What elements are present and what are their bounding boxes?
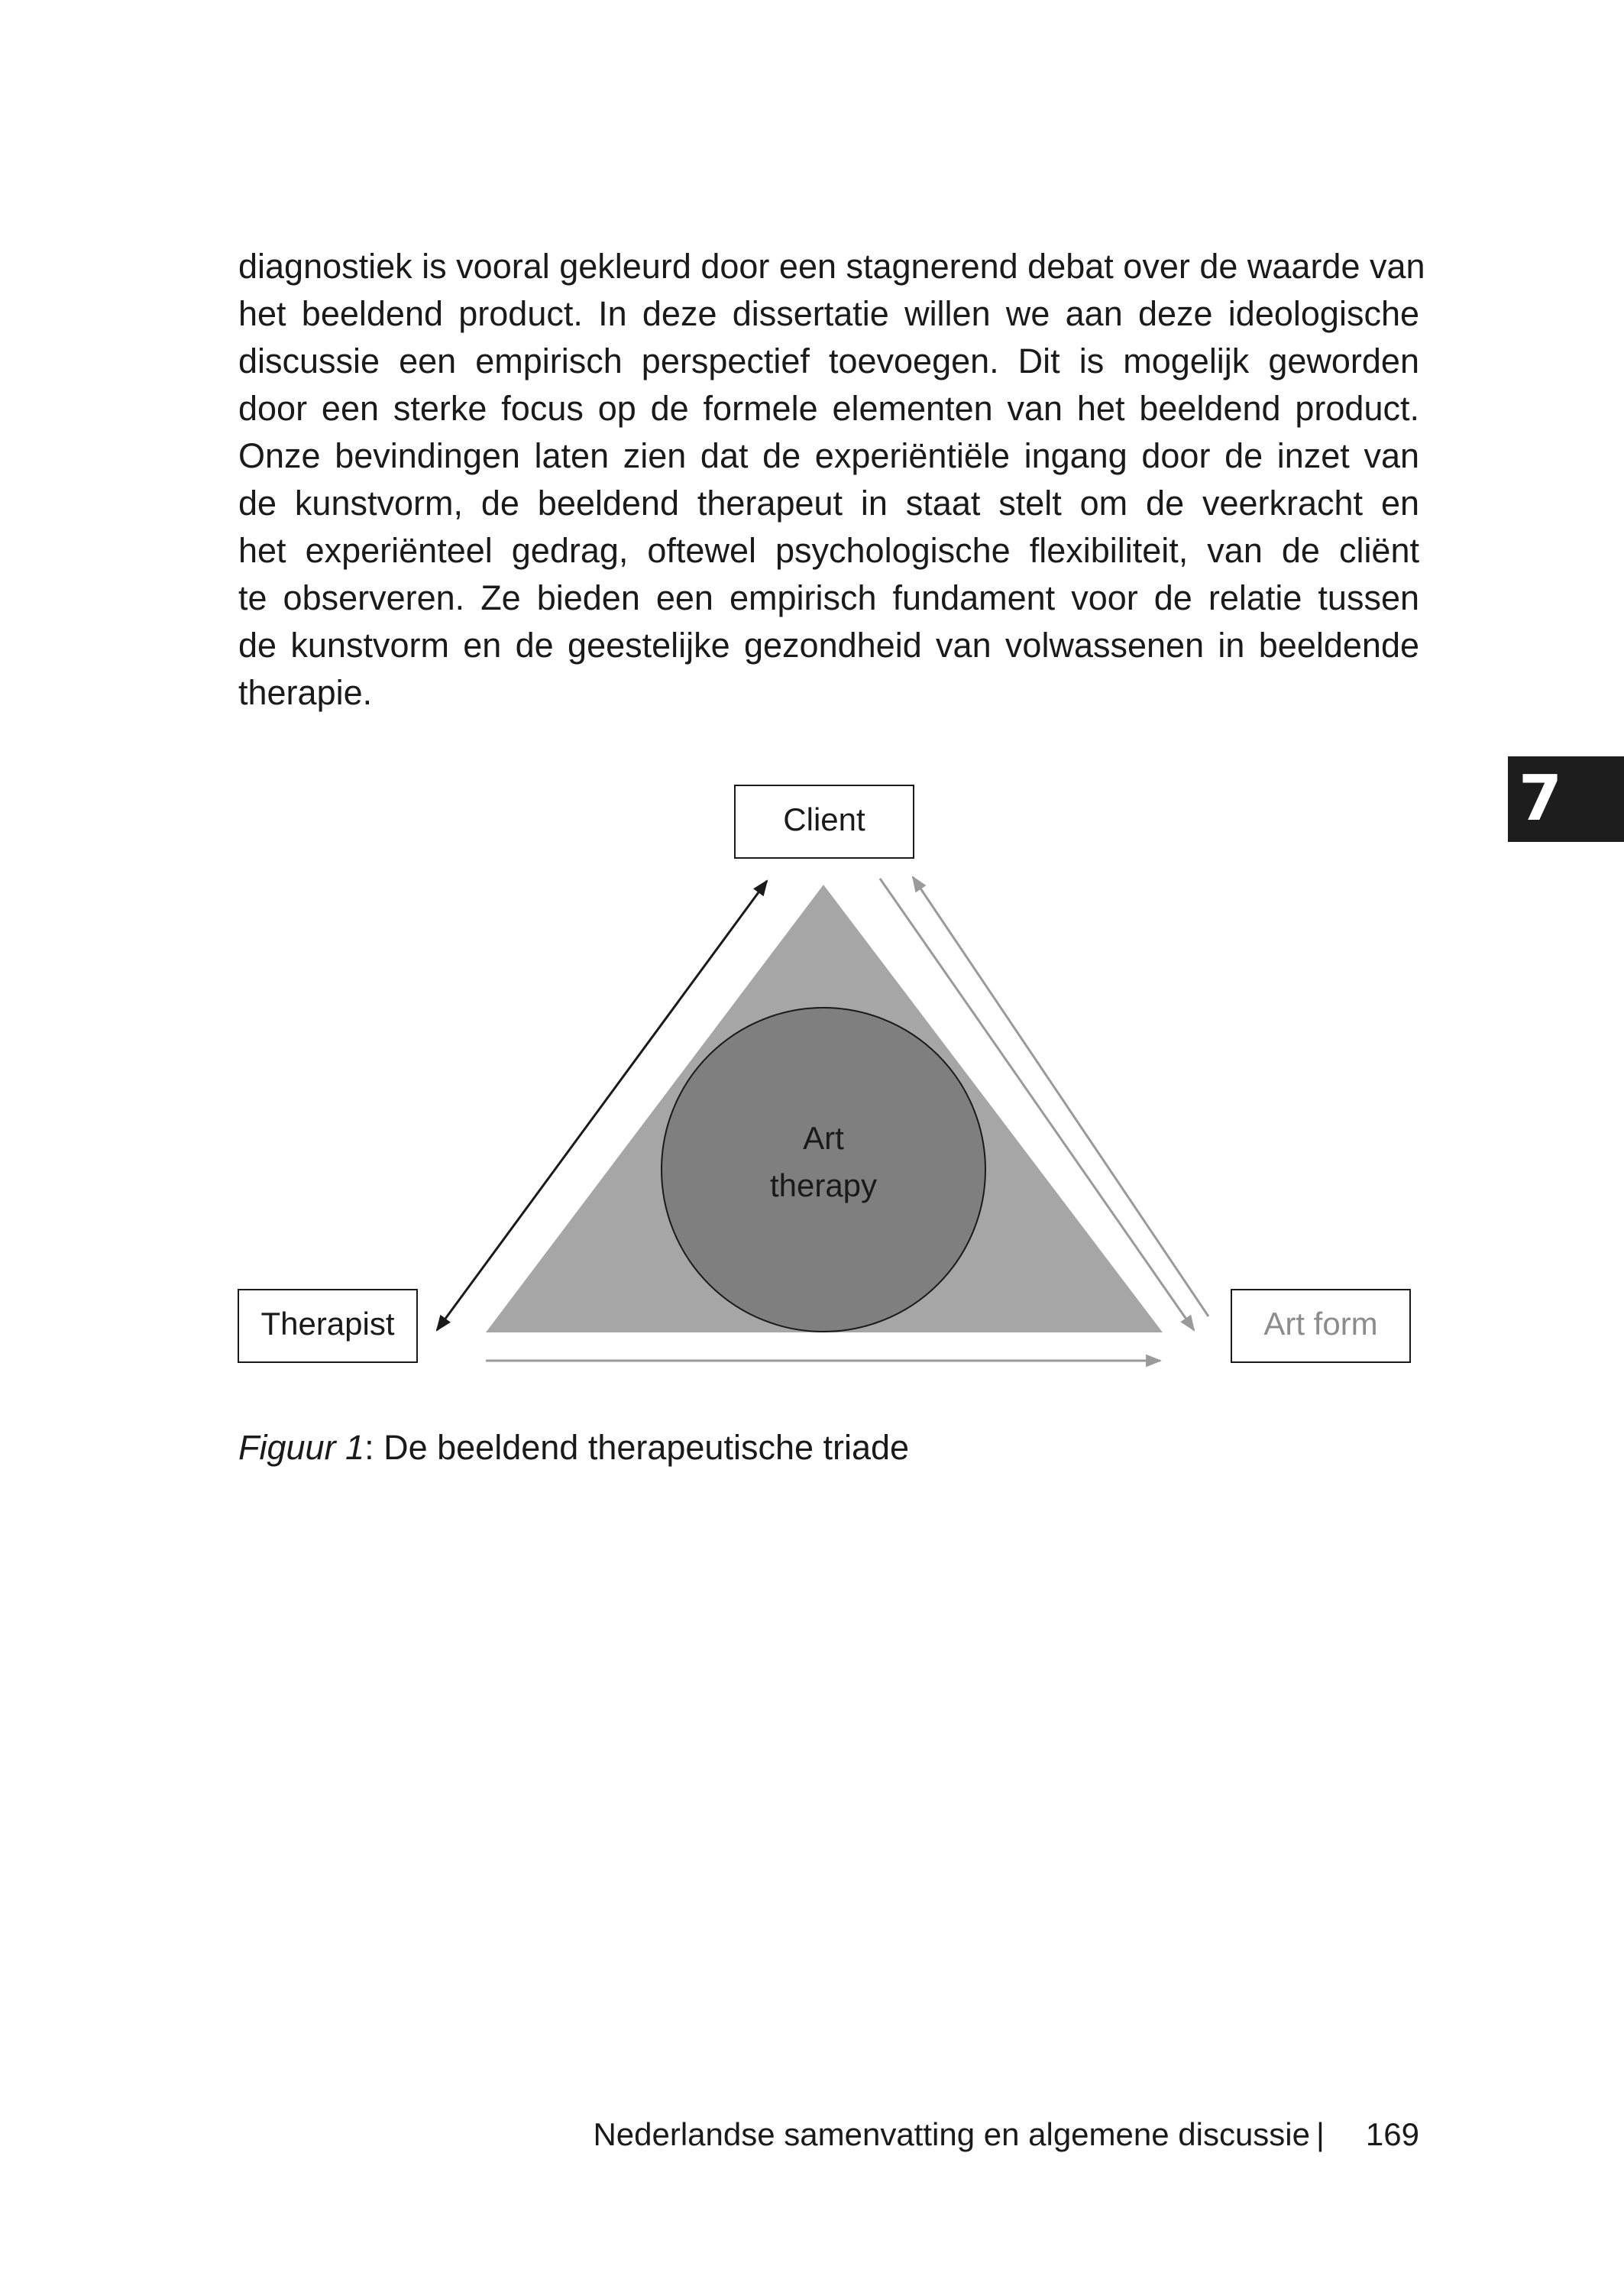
body-line: de kunstvorm en de geestelijke gezondheid van volwassenen in beeldende <box>238 626 1419 665</box>
footer-separator: | <box>1316 2116 1325 2152</box>
body-line: therapie. <box>238 673 373 712</box>
chapter-tab: 7 <box>1508 756 1624 842</box>
page-footer <box>591 2113 1419 2156</box>
figure-caption-label: Figuur 1 <box>238 1428 365 1467</box>
body-line: discussie een empirisch perspectief toevoegen. Dit is mogelijk geworden <box>238 342 1419 380</box>
client-label: Client <box>783 801 865 837</box>
center-label-line1: Art <box>803 1120 844 1156</box>
body-line: het experiënteel gedrag, oftewel psychologische flexibiliteit, van de cliënt <box>238 531 1419 570</box>
body-line: de kunstvorm, de beeldend therapeut in staat stelt om de veerkracht en <box>238 484 1419 523</box>
figure-caption-text: : De beeldend therapeutische triade <box>364 1428 910 1467</box>
page-number: 169 <box>1365 2116 1419 2152</box>
figure-caption <box>238 1424 909 1471</box>
running-title: Nederlandse samenvatting en algemene discussie <box>593 2116 1310 2152</box>
body-line: het beeldend product. In deze dissertatie willen we aan deze ideologische <box>238 294 1419 333</box>
body-line: te observeren. Ze bieden een empirisch fundament voor de relatie tussen <box>238 578 1419 617</box>
body-line: Onze bevindingen laten zien dat de experiëntiële ingang door de inzet van <box>238 436 1419 475</box>
center-label-line2: therapy <box>769 1167 878 1203</box>
body-line: door een sterke focus op de formele elementen van het beeldend product. <box>238 389 1419 428</box>
art-form-label: Art form <box>1263 1306 1378 1342</box>
therapist-label: Therapist <box>260 1306 395 1342</box>
body-line: diagnostiek is vooral gekleurd door een stagnerend debat over de waarde van <box>238 247 1425 286</box>
